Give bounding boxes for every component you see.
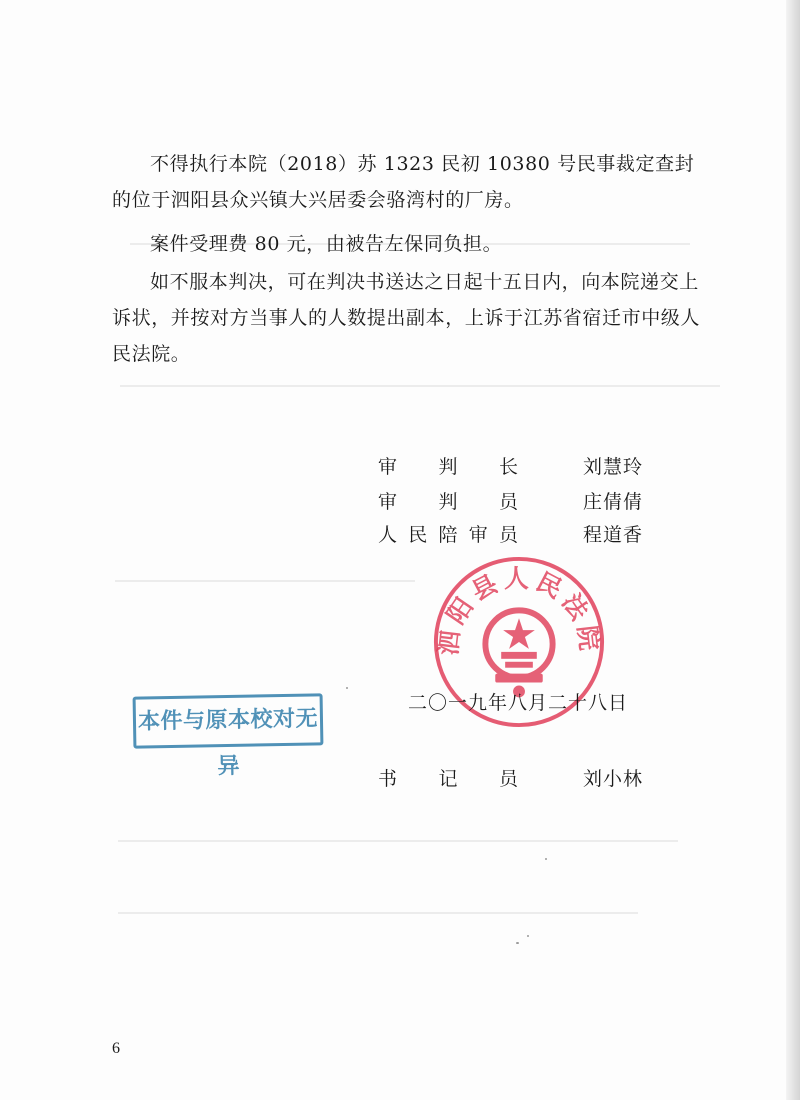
bleed-through-line — [118, 840, 678, 842]
role-char: 判 — [438, 456, 458, 478]
signatory-row — [378, 518, 678, 552]
signatory-name: 庄倩倩 — [583, 491, 644, 513]
page-number: 6 — [112, 1040, 120, 1057]
seal-text: 泗阳县人民法院 — [433, 563, 605, 657]
copy-verification-stamp: 本件与原本校对无异 — [133, 693, 324, 748]
role-char: 判 — [438, 491, 458, 513]
signatory-role — [378, 450, 518, 484]
role-char: 审 — [378, 456, 398, 478]
paragraph-appeal-notice: 如不服本判决，可在判决书送达之日起十五日内，向本院递交上诉状，并按对方当事人的人数提出副本，上诉于江苏省宿迁市中级人民法院。 — [112, 271, 701, 365]
signatory-row — [378, 450, 678, 484]
clerk-name: 刘小林 — [583, 768, 644, 790]
role-char: 审 — [468, 524, 488, 546]
signatory-name: 刘慧玲 — [583, 456, 644, 478]
role-char: 书 — [378, 768, 398, 790]
scan-speck — [545, 858, 547, 860]
judgment-date: 二〇一九年八月二十八日 — [408, 692, 629, 714]
role-char: 员 — [498, 768, 518, 790]
paragraph-seizure-ruling: 不得执行本院（2018）苏 1323 民初 10380 号民事裁定查封的位于泗阳县众兴镇大兴居委会骆湾村的厂房。 — [112, 153, 695, 211]
signatory-name: 程道香 — [583, 524, 644, 546]
clerk-role — [378, 762, 518, 796]
role-char: 民 — [408, 524, 428, 546]
signatory-role — [378, 518, 518, 552]
page-edge-shadow — [786, 0, 800, 1100]
role-char: 长 — [498, 456, 518, 478]
role-char: 员 — [498, 491, 518, 513]
role-char: 人 — [378, 524, 398, 546]
role-char: 陪 — [438, 524, 458, 546]
scan-speck — [516, 942, 519, 944]
scan-speck — [527, 935, 529, 937]
role-char: 记 — [438, 768, 458, 790]
bleed-through-line — [120, 385, 720, 387]
signatory-role — [378, 485, 518, 519]
role-char: 审 — [378, 491, 398, 513]
bleed-through-line — [115, 580, 415, 582]
bleed-through-line — [118, 912, 638, 914]
scan-speck — [346, 687, 348, 689]
paragraph-court-fee: 案件受理费 80 元，由被告左保同负担。 — [150, 233, 503, 255]
clerk-row — [378, 762, 678, 796]
role-char: 员 — [498, 524, 518, 546]
signatory-row — [378, 485, 678, 519]
